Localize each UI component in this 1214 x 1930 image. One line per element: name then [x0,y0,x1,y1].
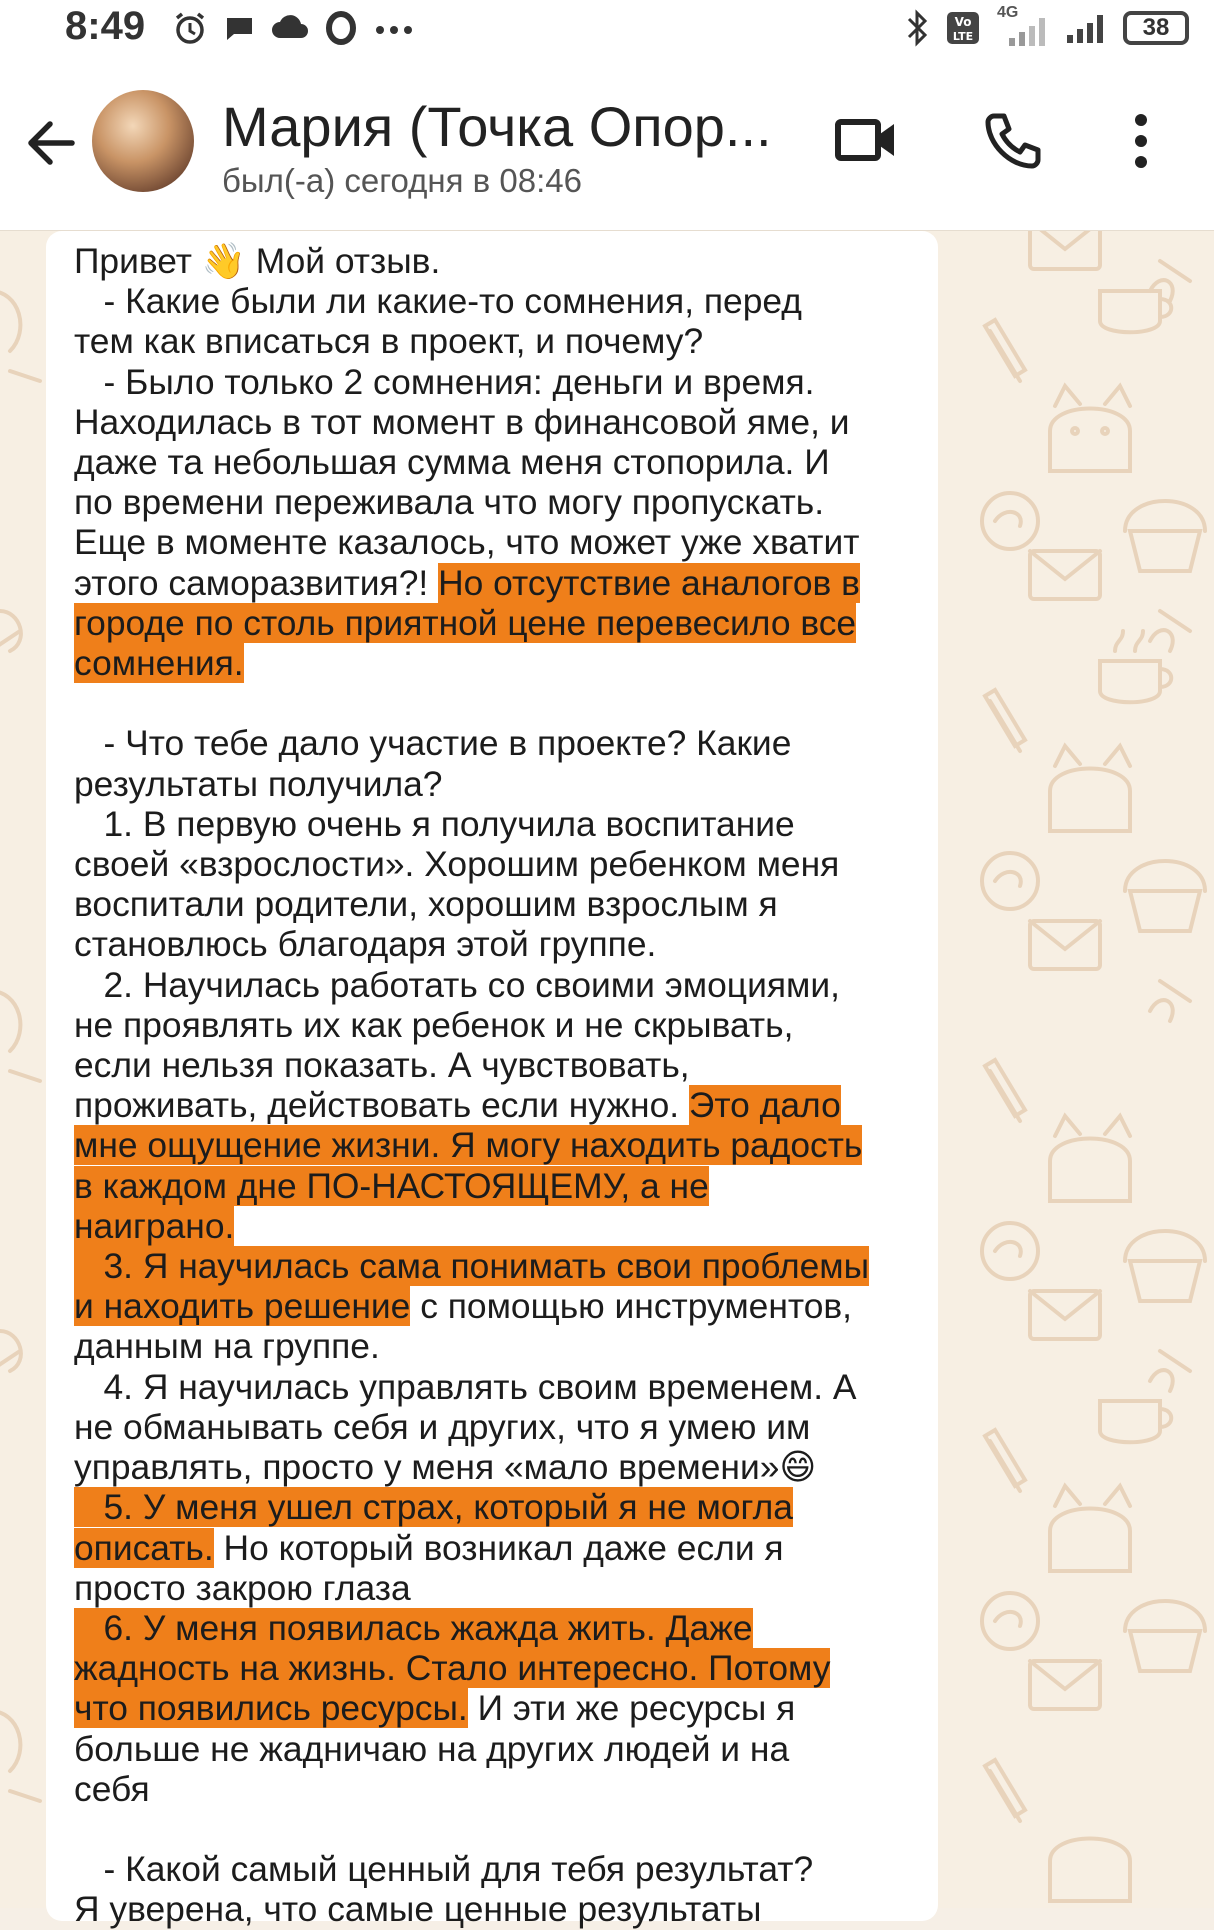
message-text-segment: 2. Научилась работать со своими эмоциями, [74,964,840,1005]
message-text-segment: просто закрою глаза [74,1567,411,1608]
message-text-segment: - Что тебе дало участие в проекте? Какие [74,723,792,764]
message-line [74,1206,894,1246]
message-line [74,965,894,1005]
message-line [74,1729,894,1769]
message-line [74,482,894,522]
message-line [74,442,894,482]
message-text-segment: данным на группе. [74,1326,380,1367]
message-text-segment: тем как вписаться в проект, и почему? [74,321,704,362]
message-text-segment [74,683,84,723]
o-icon [324,10,358,46]
message-line [74,241,894,281]
message-line [74,1769,894,1809]
highlighted-text: в каждом дне ПО-НАСТОЯЩЕМУ, а не [74,1165,709,1206]
volte-icon [945,10,981,46]
signal-icon [995,14,1051,48]
message-line [74,321,894,361]
message-line [74,804,894,844]
highlighted-text: Это дало [688,1085,841,1126]
menu-dots-icon[interactable] [1126,110,1156,172]
chat-icon [222,10,256,44]
highlighted-text: наиграно. [74,1205,235,1246]
bluetooth-icon [905,9,931,47]
notification-icons [172,10,416,46]
message-line [74,563,894,603]
message-text-segment: Привет 👋 Мой отзыв. [74,241,441,281]
message-line [74,924,894,964]
message-text-segment: не проявлять их как ребенок и не скрывать, [74,1004,794,1045]
message-line [74,884,894,924]
more-icon [372,10,416,44]
message-line [74,723,894,763]
candy-doodle [1150,261,1190,301]
message-line [74,1166,894,1206]
cupcake-doodle [1125,501,1205,571]
message-line [74,1568,894,1608]
message-text-segment: Находилась в тот момент в финансовой яме, и [74,401,850,442]
system-icons [905,4,1189,48]
message-line [74,1688,894,1728]
message-line [74,764,894,804]
message-line [74,1528,894,1568]
chat-header [0,60,1214,231]
highlighted-text: описать. [74,1527,214,1568]
message-text-segment: - Какие были ли какие-то сомнения, перед [74,281,802,322]
signal-icon-2 [1065,11,1109,45]
envelope-doodle [1030,231,1100,269]
message-line [74,603,894,643]
message-line [74,844,894,884]
message-text-segment: 4. Я научилась управлять своим временем. А [74,1366,857,1407]
message-line [74,402,894,442]
message-line [74,1326,894,1366]
status-time: 8:49 [65,4,146,48]
message-line [74,1889,894,1929]
message-text-segment: - Было только 2 сомнения: деньги и время. [74,361,815,402]
message-text-segment: своей «взрослости». Хорошим ребенком меня [74,844,840,885]
pencil-doodle [985,320,1025,381]
highlighted-text: мне ощущение жизни. Я могу находить радость [74,1125,863,1166]
alarm-icon [172,10,208,46]
highlighted-text: Но отсутствие аналогов в [438,562,860,603]
message-text-segment: даже та небольшая сумма меня стопорила. И [74,442,830,483]
message-line [74,1407,894,1447]
message-text-segment: управлять, просто у меня «мало времени»😄 [74,1447,817,1488]
contact-name[interactable]: Мария (Точка Опор... [222,95,772,158]
highlighted-text: 6. У меня появилась жажда жить. Даже [74,1607,753,1648]
cup-doodle [1100,291,1171,332]
svg-text:Vo: Vo [954,15,972,29]
message-text-segment: не обманывать себя и других, что я умею им [74,1406,811,1447]
message-line [74,1648,894,1688]
message-line [74,1447,894,1487]
message-line [74,1487,894,1527]
message-text[interactable] [74,241,894,1930]
message-text-segment: результаты получила? [74,763,443,804]
message-line [74,362,894,402]
message-line [74,522,894,562]
video-call-icon[interactable] [834,110,898,170]
message-text-segment: И эти же ресурсы я [467,1688,796,1729]
status-bar [0,0,1214,60]
rose-doodle [982,493,1038,549]
message-text-segment: с помощью инструментов, [410,1286,853,1327]
message-line [74,1085,894,1125]
highlighted-text: сомнения. [74,643,244,684]
message-text-segment: Я уверена, что самые ценные результаты [74,1889,762,1930]
message-line [74,1045,894,1085]
battery-icon: 38 [1123,11,1189,45]
highlighted-text: что появились ресурсы. [74,1688,468,1729]
message-text-segment: больше не жадничаю на других людей и на [74,1728,790,1769]
highlighted-text: и находить решение [74,1286,411,1327]
highlighted-text: 3. Я научилась сама понимать свои проблемы [74,1246,870,1287]
cloud-icon [270,10,310,44]
highlighted-text: 5. У меня ушел страх, который я не могла [74,1487,793,1528]
message-line [74,1125,894,1165]
message-line [74,1809,894,1849]
message-text-segment: себя [74,1768,150,1809]
highlighted-text: жадность на жизнь. Стало интересно. Потому [74,1648,831,1689]
avatar[interactable] [92,90,194,192]
message-line [74,1005,894,1045]
message-text-segment: становлюсь благодаря этой группе. [74,924,657,965]
message-text-segment [74,1809,84,1849]
network-type: 4G [995,8,1051,48]
message-line [74,1246,894,1286]
message-text-segment: проживать, действовать если нужно. [74,1085,689,1126]
last-seen-status: был(-а) сегодня в 08:46 [222,162,582,199]
message-text-segment: этого саморазвития?! [74,562,439,603]
message-text-segment: 1. В первую очень я получила воспитание [74,803,795,844]
message-line [74,683,894,723]
message-text-segment: Еще в моменте казалось, что может уже хватит [74,522,860,563]
message-line [74,1608,894,1648]
message-text-segment: если нельзя показать. А чувствовать, [74,1045,690,1086]
message-line [74,1286,894,1326]
envelope-doodle [1030,551,1100,599]
message-text-segment: Но который возникал даже если я [213,1527,784,1568]
message-text-segment: воспитали родители, хорошим взрослым я [74,884,778,925]
message-line [74,643,894,683]
message-text-segment: по времени переживала что могу пропускать. [74,482,825,523]
svg-text:LTE: LTE [952,30,974,43]
back-arrow-icon[interactable] [26,120,76,166]
message-line [74,281,894,321]
message-line [74,1849,894,1889]
message-line [74,1367,894,1407]
cat-doodle [1050,386,1130,471]
message-text-segment: - Какой самый ценный для тебя результат? [74,1849,814,1890]
highlighted-text: городе по столь приятной цене перевесило все [74,602,857,643]
phone-icon[interactable] [980,110,1046,172]
